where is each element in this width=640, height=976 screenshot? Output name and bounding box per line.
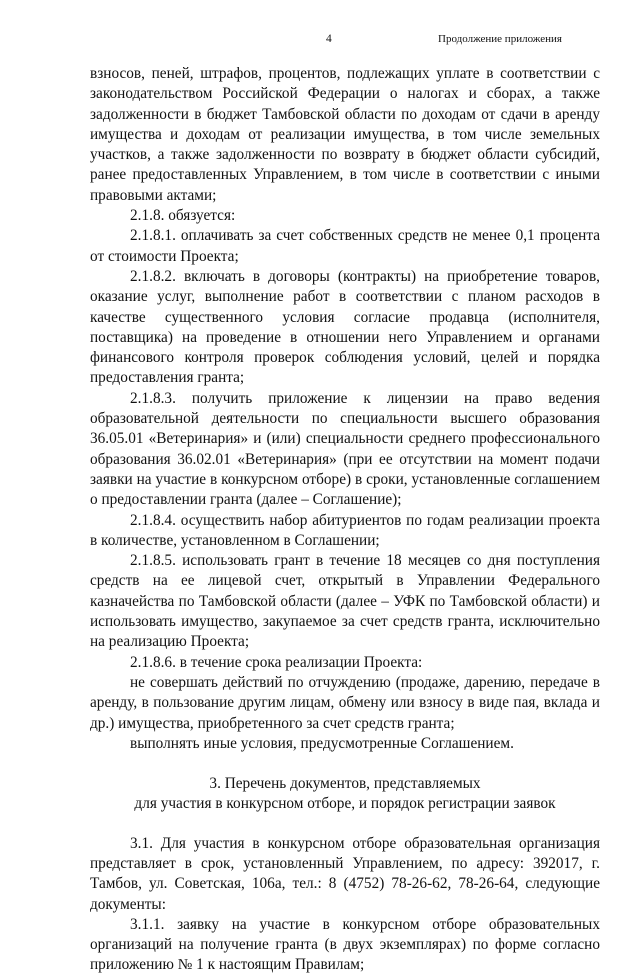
paragraph: 3.1. Для участия в конкурсном отборе образовательная организация представляет в срок, установленный Управлением, по адресу: 392017, г. Тамбов, ул. Советская, 106а, тел.: 8 (4752) 78-26-62, 78-26-64, следующие документы: [90,834,600,913]
paragraph: 2.1.8.2. включать в договоры (контракты) на приобретение товаров, оказание услуг, выполнение работ в соответствии с планом расходов в качестве существенного условия согласие продавца (исполнителя, поставщика) на проведение в отношении него Управлением и органами финансового контроля проверок соблюдения условий, целей и порядка предоставления гранта; [90,267,600,387]
paragraph: 2.1.8.5. использовать грант в течение 18 месяцев со дня поступления средств на ее лицевой счет, открытый в Управлении Федерального казначейства по Тамбовской области (далее – УФК по Тамбовской области) и использовать имущество, закупаемое за счет средств гранта, исключительно на реализацию Проекта; [90,552,600,651]
paragraph: 3.1.1. заявку на участие в конкурсном отборе образовательных организаций на получение гранта (в двух экземплярах) по форме согласно приложению № 1 к настоящим Правилам; [90,915,600,974]
paragraph: 2.1.8.1. оплачивать за счет собственных средств не менее 0,1 процента от стоимости Проекта; [90,227,600,265]
paragraph: взносов, пеней, штрафов, процентов, подлежащих уплате в соответствии с законодательством Российской Федерации о налогах и сборах, а также задолженности в бюджет Тамбовской области по доходам от сдачи в аренду имущества и доходам от реализации имущества, в том числе земельных участков, а также задолженности по возврату в бюджет области субсидий, ранее предоставленных Управлением, в том числе в соответствии с иными правовыми актами; [90,65,600,204]
page-number: 4 [326,33,332,45]
continuation-note: Продолжение приложения [438,33,562,45]
document-body [90,64,600,976]
paragraph: 2.1.8.4. осуществить набор абитуриентов по годам реализации проекта в количестве, установленном в Соглашении; [90,511,600,549]
paragraph: 2.1.8. обязуется: [130,207,236,225]
paragraph: 2.1.8.3. получить приложение к лицензии на право ведения образовательной деятельности по специальности высшего образования 36.05.01 «Ветеринария» и (или) специальности среднего профессионального образования 36.02.01 «Ветеринария» (при ее отсутствии на момент подачи заявки на участие в конкурсном отборе) в сроки, установленные соглашением о предоставлении гранта (далее – Соглашение); [90,389,600,509]
section-title-line-2: для участия в конкурсном отборе, и порядок регистрации заявок [134,795,556,813]
paragraph: не совершать действий по отчуждению (продаже, дарению, передаче в аренду, в пользование другим лицам, обмену или взносу в виде пая, вклада и др.) имущества, приобретенного за счет средств гранта; [90,673,600,732]
section-title-line-1: 3. Перечень документов, представляемых [209,775,481,793]
paragraph: выполнять иные условия, предусмотренные Соглашением. [130,734,514,752]
paragraph: 2.1.8.6. в течение срока реализации Проекта: [130,653,423,671]
